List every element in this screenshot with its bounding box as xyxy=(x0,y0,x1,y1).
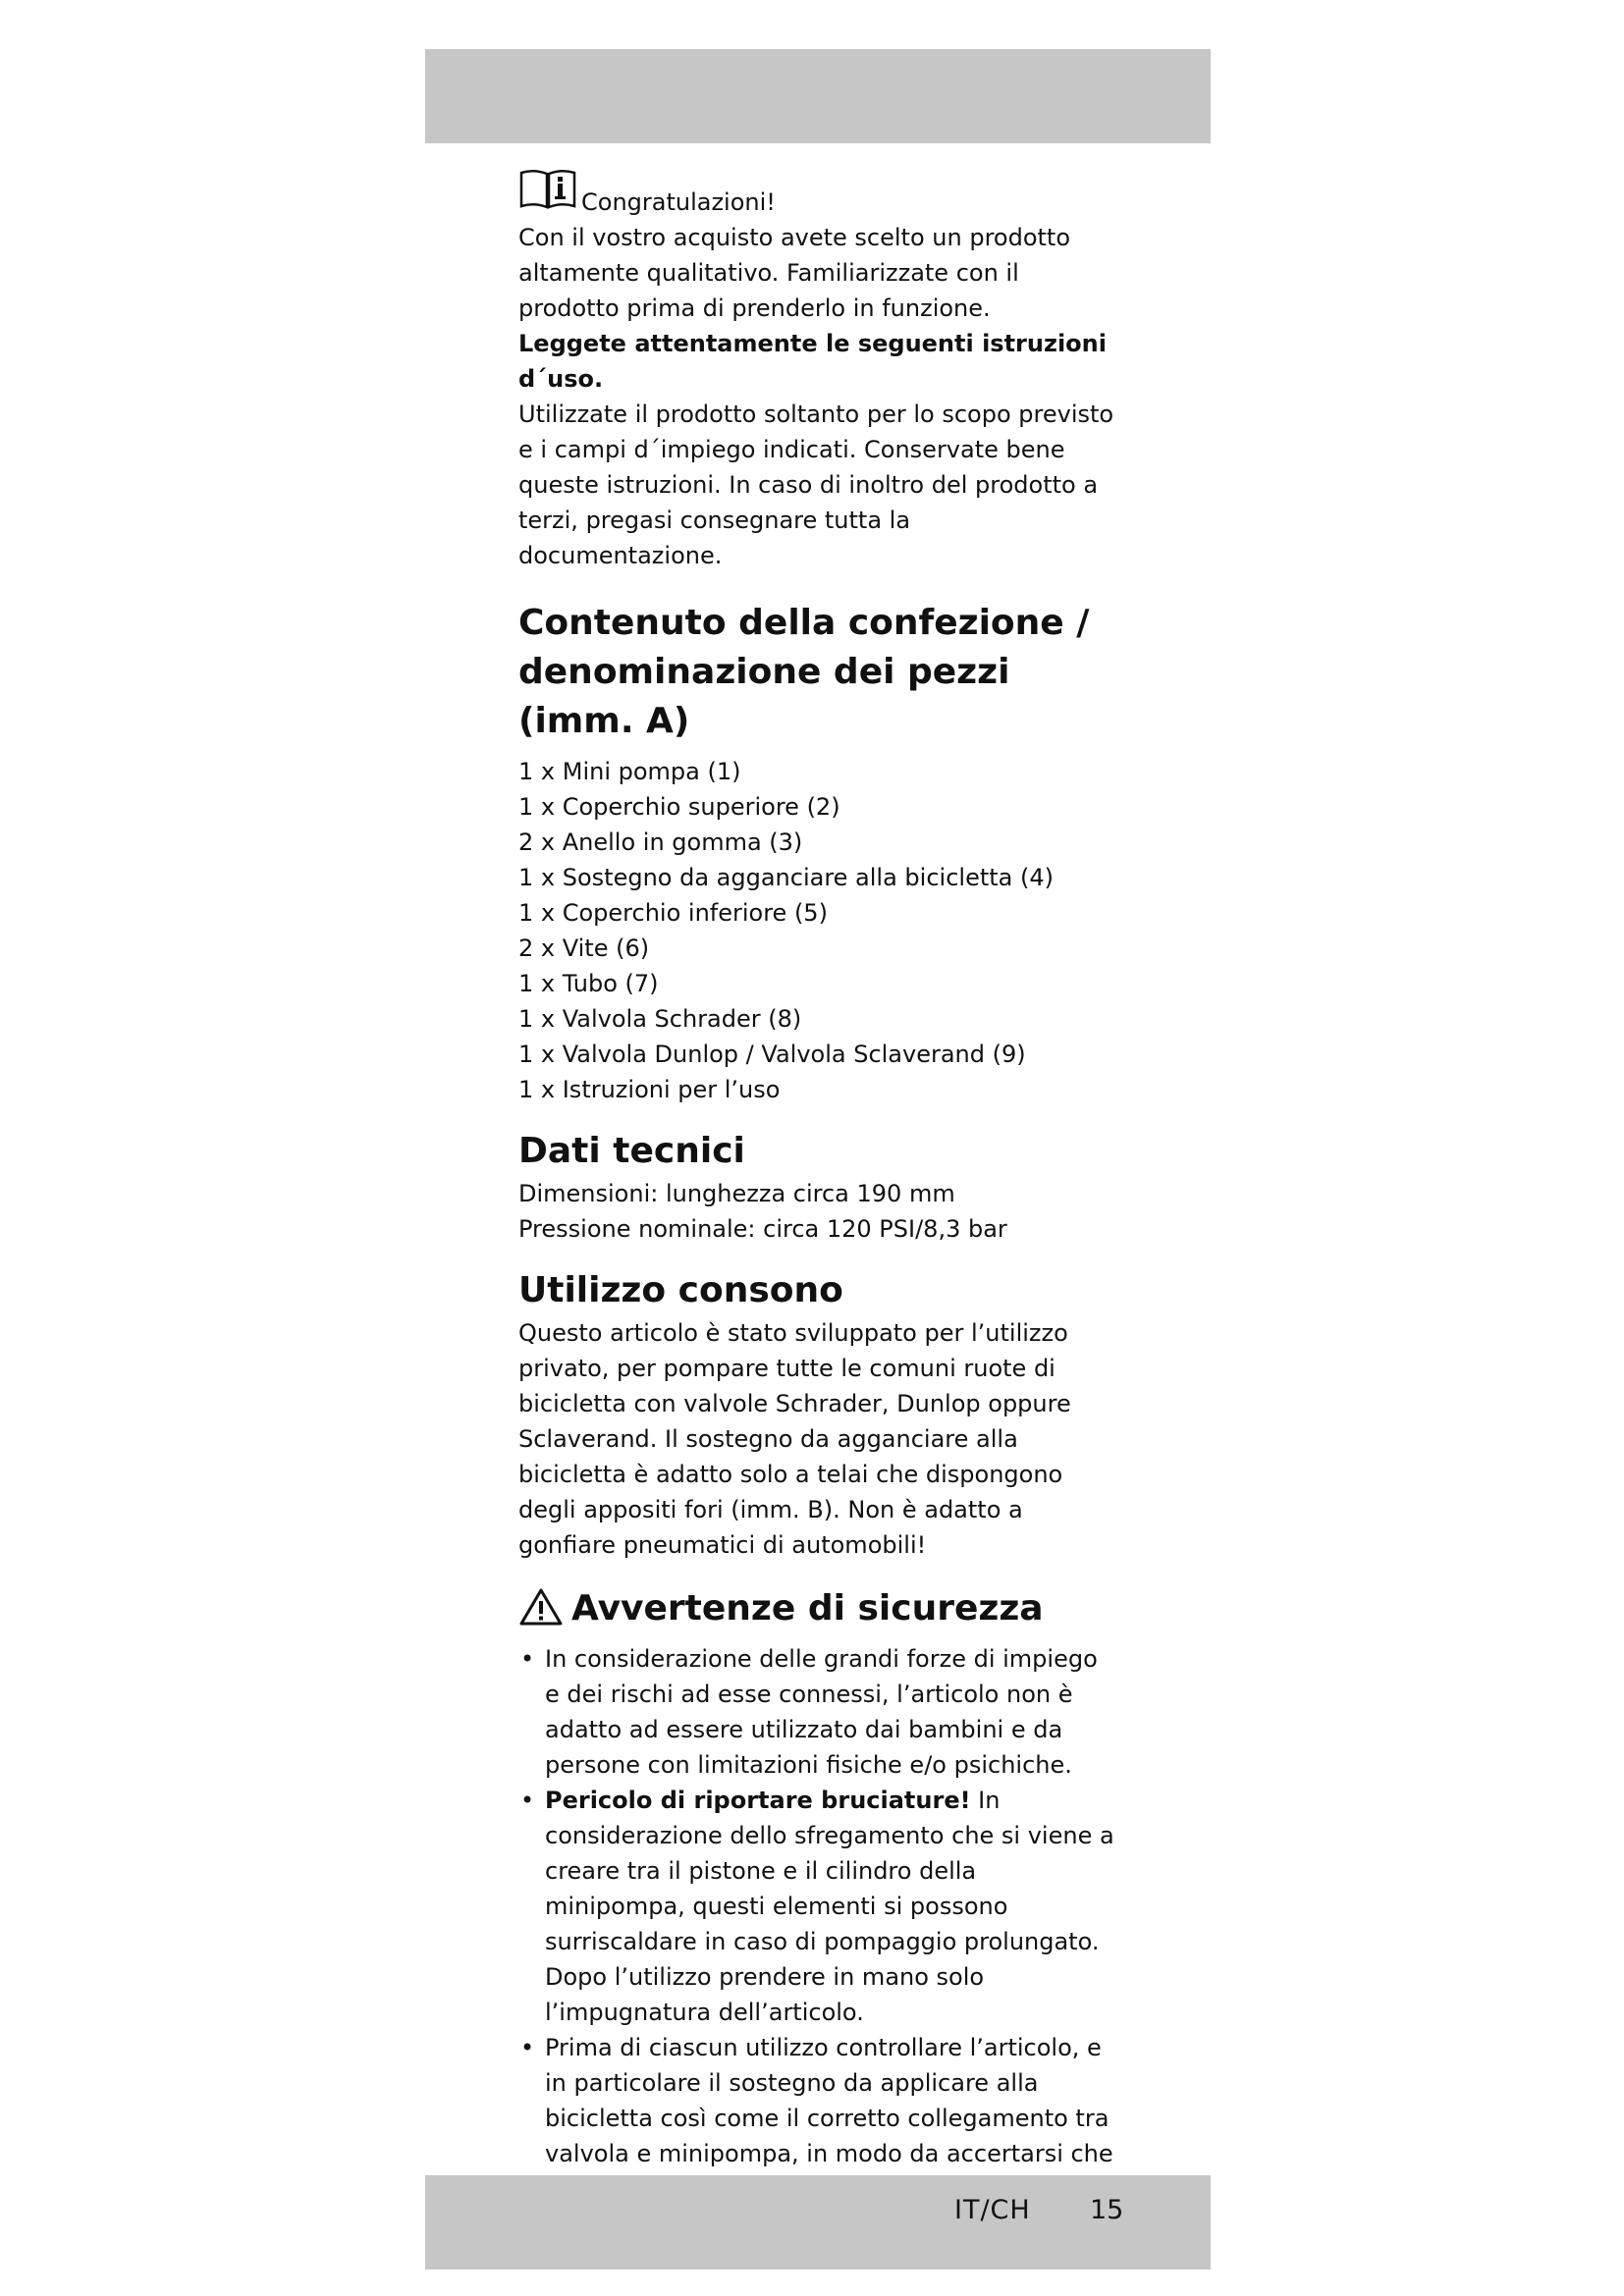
list-item: 1 x Tubo (7) xyxy=(518,970,659,997)
list-item: 1 x Coperchio superiore (2) xyxy=(518,793,840,821)
safety-item-text: In considerazione delle grandi forze di impiego e dei rischi ad esse connessi, l’articolo non è adatto ad essere utilizzato dai bambini e da persone con limitazioni fisiche e/o psichiche. xyxy=(545,1645,1098,1779)
safety-item-text: Prima di ciascun utilizzo controllare l’articolo, e in particolare il sostegno da applicare alla bicicletta così come il corretto collegamento tra valvola e minipompa, in modo da accertarsi che xyxy=(545,2034,1113,2167)
warning-triangle-icon xyxy=(518,1587,564,1630)
tech-pressure: Pressione nominale: circa 120 PSI/8,3 bar xyxy=(518,1215,1007,1243)
list-item: 1 x Valvola Dunlop / Valvola Sclaverand (9) xyxy=(518,1041,1026,1068)
tech-dimensions: Dimensioni: lunghezza circa 190 mm xyxy=(518,1180,955,1207)
use-text: Questo articolo è stato sviluppato per l’utilizzo privato, per pompare tutte le comuni ruote di bicicletta con valvole Schrader, Dunlop oppure Sclaverand. Il sostegno da agganciare alla bicicletta è adatto solo a telai che dispongono degli appositi fori (imm. B). Non è adatto a gonfiare pneumatici di automobili! xyxy=(518,1319,1071,1559)
contents-section xyxy=(518,599,1117,1107)
list-item: 1 x Istruzioni per l’uso xyxy=(518,1076,781,1103)
footer-language: IT/CH xyxy=(954,2195,1031,2225)
intro-title-row xyxy=(518,169,1117,220)
info-book-icon xyxy=(518,169,577,220)
list-item: 2 x Anello in gomma (3) xyxy=(518,828,803,856)
tech-heading: Dati tecnici xyxy=(518,1131,745,1171)
page-content xyxy=(518,169,1117,2242)
list-item: 1 x Mini pompa (1) xyxy=(518,758,741,785)
safety-item-lead: Pericolo di riportare bruciature! xyxy=(545,1787,971,1814)
safety-heading-row xyxy=(518,1584,1117,1633)
safety-item-text: In considerazione dello sfregamento che si viene a creare tra il pistone e il cilindro della minipompa, questi elementi si possono surriscaldare in caso di pompaggio prolungato. Dopo l’utilizzo prendere in mano solo l’impugnatura dell’articolo. xyxy=(545,1787,1114,2026)
intro-paragraph: Con il vostro acquisto avete scelto un prodotto altamente qualitativo. Familiarizzate con il prodotto prima di prenderlo in funzione. xyxy=(518,224,1071,322)
safety-item xyxy=(518,1783,1117,2030)
list-item: 1 x Sostegno da agganciare alla bicicletta (4) xyxy=(518,864,1054,891)
header-bar xyxy=(425,49,1211,143)
list-item: 2 x Vite (6) xyxy=(518,934,650,962)
safety-list xyxy=(518,1641,1117,2242)
safety-item xyxy=(518,1641,1117,1783)
intro-bold-instruction: Leggete attentamente le seguenti istruzioni d´uso. xyxy=(518,330,1107,393)
page-number: 15 xyxy=(1090,2195,1124,2225)
list-item: 1 x Valvola Schrader (8) xyxy=(518,1005,802,1033)
intro-paragraph-usage: Utilizzate il prodotto soltanto per lo scopo previsto e i campi d´impiego indicati. Conservate bene queste istruzioni. In caso di inoltro del prodotto a terzi, pregasi consegnare tutta la documentazione. xyxy=(518,400,1114,569)
tech-section xyxy=(518,1127,1117,1247)
contents-heading: Contenuto della confezione / denominazione dei pezzi (imm. A) xyxy=(518,603,1090,741)
use-heading: Utilizzo consono xyxy=(518,1270,843,1310)
use-section xyxy=(518,1266,1117,1563)
safety-heading: Avvertenze di sicurezza xyxy=(571,1588,1044,1629)
list-item: 1 x Coperchio inferiore (5) xyxy=(518,899,828,927)
safety-section xyxy=(518,1584,1117,2242)
contents-list xyxy=(518,754,1117,1107)
intro-title: Congratulazioni! xyxy=(581,188,776,216)
